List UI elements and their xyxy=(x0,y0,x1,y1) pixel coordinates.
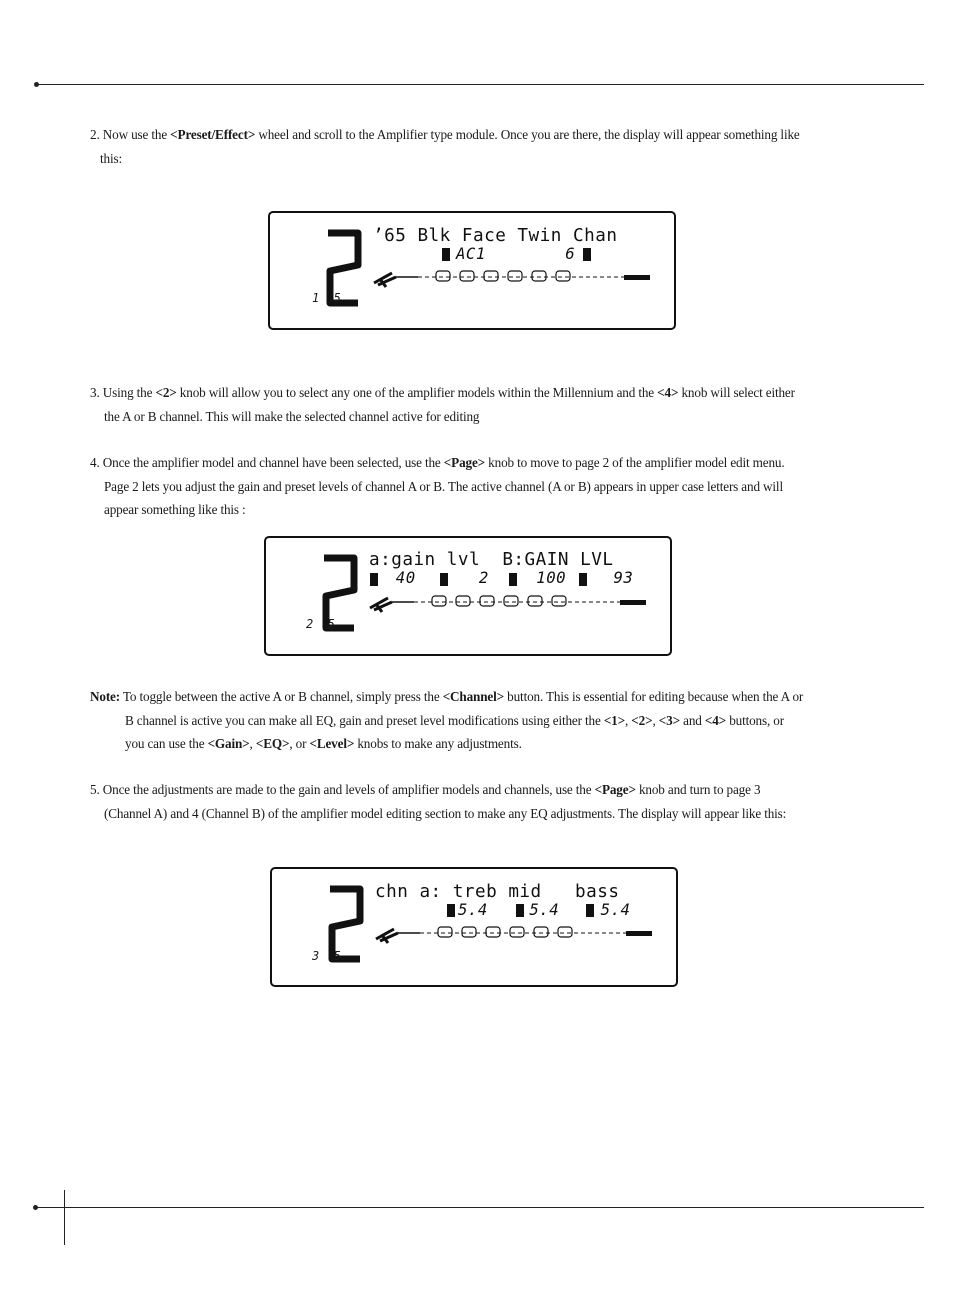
top-rule xyxy=(36,84,924,85)
step-3: 3. Using the <2> knob will allow you to select any one of the amplifier models within the Millennium and the <4> knob will select either the A or B channel. This will make the selected channel active for editing xyxy=(90,385,795,424)
bottom-margin-rule xyxy=(64,1190,65,1245)
lcd-row-1: ’65 Blk Face Twin Chan xyxy=(373,225,618,246)
step-number: 2. xyxy=(90,127,100,142)
lcd-display-3 xyxy=(270,867,678,987)
bottom-rule xyxy=(35,1207,924,1208)
step-number: 5. xyxy=(90,782,100,797)
step-4: 4. Once the amplifier model and channel have been selected, use the <Page> knob to move to page 2 of the amplifier model edit menu. Page 2 lets you adjust the gain and preset levels of channel A or B. The active channel (A or B) appears in upper case letters and will appear something like this : xyxy=(90,455,785,517)
note: Note: To toggle between the active A or B channel, simply press the <Channel> button. This is essential for editing because when the A or B channel is active you can make all EQ, gain and preset level modifications using either the <1>, <2>, <3> and <4> buttons, or you can use the <Gain>, <EQ>, or <Level> knobs to make any adjustments. xyxy=(90,689,804,751)
step-2: 2. Now use the <Preset/Effect> wheel and scroll to the Amplifier type module. Once you are there, the display will appear something like this: xyxy=(90,127,800,166)
signal-chain-icon xyxy=(366,590,656,616)
lcd-row-1: chn a: treb mid bass xyxy=(375,881,620,902)
signal-chain-icon xyxy=(372,921,662,947)
note-label: Note: xyxy=(90,689,121,704)
cursor-block xyxy=(583,248,591,261)
step-5: 5. Once the adjustments are made to the gain and levels of amplifier models and channels, use the <Page> knob and turn to page 3 (Channel A) and 4 (Channel B) of the amplifier model editing section to make any EQ adjustments. The display will appear like this: xyxy=(90,782,787,821)
lcd-display-2 xyxy=(264,536,672,656)
lcd-row-2: AC1 6 xyxy=(456,244,576,263)
page-indicator: 1 5 xyxy=(312,291,341,305)
page-indicator: 2 5 xyxy=(306,617,335,631)
lcd-row-1: a:gain lvl B:GAIN LVL xyxy=(369,549,614,570)
page-indicator: 3 5 xyxy=(312,949,341,963)
lcd-row-2: 40 2 100 93 xyxy=(380,568,634,587)
cursor-block xyxy=(447,904,455,917)
lcd-row-2: 5.4 5.4 5.4 xyxy=(458,900,631,919)
signal-chain-icon xyxy=(370,265,660,291)
cursor-block xyxy=(442,248,450,261)
cursor-block xyxy=(370,573,378,586)
step-number: 3. xyxy=(90,385,100,400)
preset-effect-wheel: <Preset/Effect> xyxy=(170,127,256,142)
step-number: 4. xyxy=(90,455,100,470)
lcd-display-1 xyxy=(268,211,676,330)
